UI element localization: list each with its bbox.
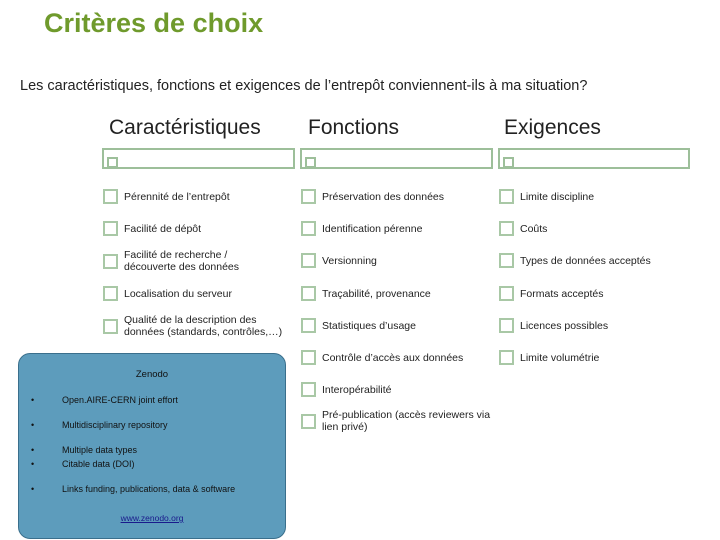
checkbox[interactable] bbox=[301, 253, 316, 268]
list-item-fonction bbox=[301, 189, 491, 204]
item-label: Traçabilité, provenance bbox=[322, 287, 431, 300]
checkbox[interactable] bbox=[103, 286, 118, 301]
item-label: Facilité de recherche / découverte des données bbox=[124, 249, 240, 273]
list-item-fonction bbox=[301, 286, 491, 301]
zenodo-bullet-text: Multidisciplinary repository bbox=[62, 420, 168, 430]
item-label: Préservation des données bbox=[322, 190, 444, 203]
item-label: Formats acceptés bbox=[520, 287, 604, 300]
checkbox[interactable] bbox=[103, 221, 118, 236]
checkbox[interactable] bbox=[301, 286, 316, 301]
header-caracteristiques: Caractéristiques bbox=[109, 116, 261, 139]
item-label: Identification pérenne bbox=[322, 222, 423, 235]
list-item-caracteristique bbox=[103, 189, 293, 204]
checkbox[interactable] bbox=[301, 350, 316, 365]
list-item-caracteristique bbox=[103, 314, 298, 338]
item-label: Pré-publication (accès reviewers via lien privé) bbox=[322, 409, 491, 433]
header-exigences: Exigences bbox=[504, 116, 601, 139]
zenodo-bullet-row bbox=[31, 444, 137, 456]
zenodo-bullet-text: Open.AIRE-CERN joint effort bbox=[62, 395, 178, 405]
item-label: Coûts bbox=[520, 222, 548, 235]
slide-subtitle: Les caractéristiques, fonctions et exigences de l’entrepôt conviennent-ils à ma situation? bbox=[20, 78, 588, 94]
item-label: Interopérabilité bbox=[322, 383, 392, 396]
item-label: Facilité de dépôt bbox=[124, 222, 202, 235]
list-item-fonction bbox=[301, 409, 491, 433]
list-item-fonction bbox=[301, 382, 491, 397]
zenodo-bullet-row bbox=[31, 458, 135, 470]
list-item-exigence bbox=[499, 350, 699, 365]
list-item-exigence bbox=[499, 189, 699, 204]
header-checkbox[interactable] bbox=[107, 157, 118, 168]
checkbox[interactable] bbox=[499, 221, 514, 236]
item-label: Localisation du serveur bbox=[124, 287, 232, 300]
checkbox[interactable] bbox=[499, 286, 514, 301]
header-bar-fonctions bbox=[300, 148, 493, 169]
header-checkbox[interactable] bbox=[305, 157, 316, 168]
bullet: • bbox=[31, 459, 35, 469]
bullet: • bbox=[31, 420, 35, 430]
zenodo-bullet-text: Multiple data types bbox=[62, 445, 138, 455]
checkbox[interactable] bbox=[499, 318, 514, 333]
slide-title: Critères de choix bbox=[44, 8, 264, 38]
checkbox[interactable] bbox=[301, 221, 316, 236]
checkbox[interactable] bbox=[499, 189, 514, 204]
checkbox[interactable] bbox=[103, 254, 118, 269]
header-bar-exigences bbox=[498, 148, 690, 169]
checkbox[interactable] bbox=[301, 318, 316, 333]
list-item-caracteristique bbox=[103, 249, 263, 273]
zenodo-box bbox=[18, 353, 286, 539]
list-item-exigence bbox=[499, 221, 699, 236]
zenodo-title: Zenodo bbox=[135, 369, 169, 380]
list-item-fonction bbox=[301, 350, 496, 365]
bullet: • bbox=[31, 484, 35, 494]
item-label: Versionning bbox=[322, 254, 377, 267]
checkbox[interactable] bbox=[103, 189, 118, 204]
zenodo-bullet-text: Links funding, publications, data & software bbox=[62, 484, 236, 494]
item-label: Limite discipline bbox=[520, 190, 595, 203]
item-label: Qualité de la description des données (standards, contrôles,…) bbox=[124, 314, 283, 338]
checkbox[interactable] bbox=[499, 350, 514, 365]
zenodo-bullet-row bbox=[31, 394, 178, 406]
item-label: Contrôle d’accès aux données bbox=[322, 351, 464, 364]
list-item-exigence bbox=[499, 253, 709, 268]
zenodo-bullet-text: Citable data (DOI) bbox=[62, 459, 135, 469]
item-label: Limite volumétrie bbox=[520, 351, 600, 364]
zenodo-bullet-row bbox=[31, 483, 235, 495]
item-label: Pérennité de l’entrepôt bbox=[124, 190, 230, 203]
checkbox[interactable] bbox=[499, 253, 514, 268]
zenodo-bullet-row bbox=[31, 419, 168, 431]
list-item-exigence bbox=[499, 318, 699, 333]
header-bar-caracteristiques bbox=[102, 148, 295, 169]
checkbox[interactable] bbox=[301, 414, 316, 429]
list-item-caracteristique bbox=[103, 286, 293, 301]
list-item-fonction bbox=[301, 318, 491, 333]
item-label: Licences possibles bbox=[520, 319, 609, 332]
header-fonctions: Fonctions bbox=[308, 116, 400, 139]
item-label: Statistiques d’usage bbox=[322, 319, 416, 332]
checkbox[interactable] bbox=[301, 382, 316, 397]
zenodo-link[interactable]: www.zenodo.org bbox=[120, 513, 184, 523]
list-item-fonction bbox=[301, 221, 491, 236]
checkbox[interactable] bbox=[301, 189, 316, 204]
list-item-caracteristique bbox=[103, 221, 293, 236]
checkbox[interactable] bbox=[103, 319, 118, 334]
list-item-fonction bbox=[301, 253, 491, 268]
item-label: Types de données acceptés bbox=[520, 254, 651, 267]
header-checkbox[interactable] bbox=[503, 157, 514, 168]
bullet: • bbox=[31, 445, 35, 455]
list-item-exigence bbox=[499, 286, 699, 301]
bullet: • bbox=[31, 395, 35, 405]
